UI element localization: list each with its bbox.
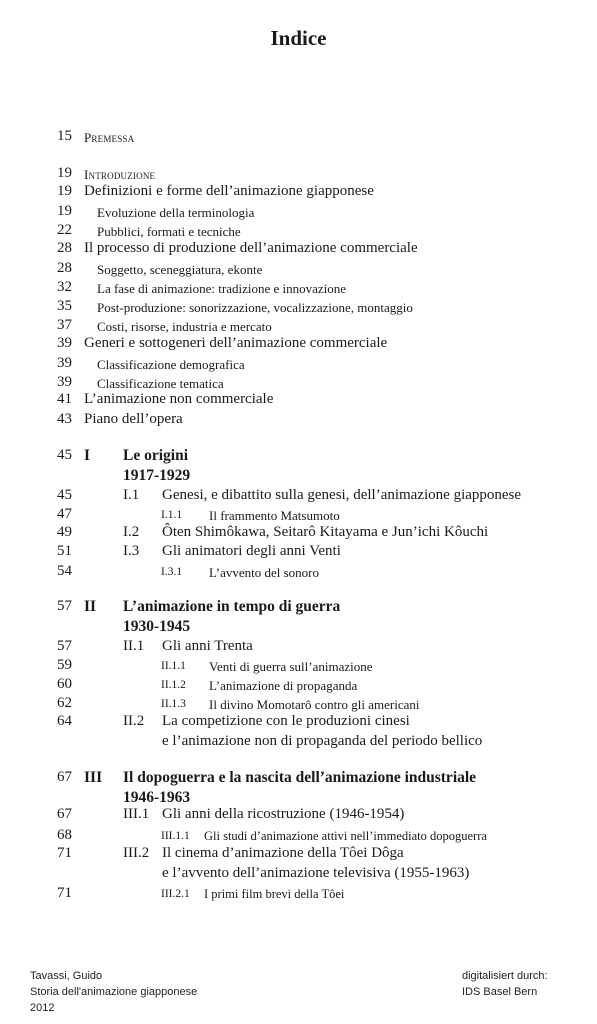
section-title: Gli studi d’animazione attivi nell’immediato dopoguerra	[204, 829, 487, 843]
section-number: I.3	[123, 543, 140, 559]
entry-title: L’animazione non commerciale	[84, 391, 274, 407]
section-number: III.1	[123, 806, 150, 822]
chapter-title: Le origini	[123, 447, 189, 464]
entry-title: Classificazione tematica	[97, 376, 224, 391]
entry-title: Generi e sottogeneri dell’animazione commerciale	[84, 335, 388, 351]
section-number: III.2	[123, 845, 150, 861]
entry-title: Pubblici, formati e tecniche	[97, 224, 241, 239]
page-number: 67	[57, 806, 72, 822]
section-title: Il divino Momotarô contro gli americani	[209, 697, 420, 712]
section-number: I.1	[123, 487, 140, 503]
page-number: 39	[57, 374, 72, 390]
section-number: II.1.1	[161, 660, 186, 672]
section-number: II.1	[123, 638, 145, 654]
chapter-years-text: 1946-1963	[123, 789, 191, 806]
page-number: 71	[57, 845, 72, 861]
entry-title: Definizioni e forme dell’animazione giapponese	[84, 183, 374, 199]
chapter-roman-numeral: II	[84, 598, 97, 615]
entry-title: Costi, risorse, industria e mercato	[97, 319, 272, 334]
footer-digitized-by: IDS Basel Bern	[462, 986, 538, 998]
page-number: 35	[57, 298, 72, 314]
page-number: 39	[57, 335, 72, 351]
section-title: Ôten Shimôkawa, Seitarô Kitayama e Jun’ichi Kôuchi	[162, 524, 489, 540]
chapter-years-text: 1917-1929	[123, 467, 191, 484]
section-number: III.1.1	[161, 830, 190, 842]
section-number: I.2	[123, 524, 140, 540]
section-title: Gli animatori degli anni Venti	[162, 543, 341, 559]
page-number: 19	[57, 165, 72, 181]
entry-title: Piano dell’opera	[84, 411, 183, 427]
chapter-page-number: 57	[57, 598, 72, 614]
page-number: 62	[57, 695, 72, 711]
section-number: II.1.3	[161, 698, 186, 710]
chapter-page-number: 67	[57, 769, 72, 785]
page-number: 15	[57, 128, 72, 144]
chapter-page-number: 45	[57, 447, 72, 463]
section-number: III.2.1	[161, 888, 190, 900]
section-number: II.1.2	[161, 679, 186, 691]
page-number: 71	[57, 885, 72, 901]
section-number: I.1.1	[161, 509, 183, 521]
page-number: 39	[57, 355, 72, 371]
footer-left	[30, 968, 197, 1016]
page-number: 41	[57, 391, 72, 407]
page-number: 28	[57, 240, 72, 256]
page-number: 51	[57, 543, 72, 559]
section-title: Il frammento Matsumoto	[209, 508, 340, 523]
entry-title: Soggetto, sceneggiatura, ekonte	[97, 262, 263, 277]
entry-title: Post-produzione: sonorizzazione, vocalizzazione, montaggio	[97, 300, 413, 315]
page-number: 43	[57, 411, 72, 427]
page-number: 22	[57, 222, 72, 238]
section-title-continued: e l’avvento dell’animazione televisiva (1955-1963)	[162, 865, 470, 881]
footer-right	[462, 968, 548, 1000]
section-title: Gli anni della ricostruzione (1946-1954)	[162, 806, 405, 822]
entry-title: Premessa	[84, 130, 135, 145]
page-number: 60	[57, 676, 72, 692]
page-number: 54	[57, 563, 72, 579]
page-number: 68	[57, 827, 72, 843]
page-number: 47	[57, 506, 72, 522]
entry-title: Evoluzione della terminologia	[97, 205, 255, 220]
entry-title: Introduzione	[84, 167, 156, 182]
chapter-title: Il dopoguerra e la nascita dell’animazione industriale	[123, 769, 477, 786]
section-number: I.3.1	[161, 566, 183, 578]
section-title-continued: e l’animazione non di propaganda del periodo bellico	[162, 733, 483, 749]
page-number: 57	[57, 638, 72, 654]
section-title: I primi film brevi della Tôei	[204, 887, 345, 901]
section-title: Genesi, e dibattito sulla genesi, dell’animazione giapponese	[162, 487, 522, 503]
footer-author: Tavassi, Guido	[30, 970, 103, 982]
chapter-title: L’animazione in tempo di guerra	[123, 598, 341, 615]
section-number: II.2	[123, 713, 145, 729]
section-title: L’animazione di propaganda	[209, 678, 358, 693]
section-title: Venti di guerra sull’animazione	[209, 659, 373, 674]
page-number: 19	[57, 203, 72, 219]
page-number: 59	[57, 657, 72, 673]
page-number: 64	[57, 713, 72, 729]
page-number: 45	[57, 487, 72, 503]
section-title: L’avvento del sonoro	[209, 565, 319, 580]
chapter-years-text: 1930-1945	[123, 618, 191, 635]
page-title: Indice	[270, 26, 327, 50]
page-number: 49	[57, 524, 72, 540]
entry-title: Classificazione demografica	[97, 357, 245, 372]
page-number: 37	[57, 317, 72, 333]
chapter-roman-numeral: III	[84, 769, 103, 786]
entry-title: Il processo di produzione dell’animazione commerciale	[84, 240, 418, 256]
page-number: 28	[57, 260, 72, 276]
chapter-roman-numeral: I	[84, 447, 91, 464]
page-number: 32	[57, 279, 72, 295]
page-number: 19	[57, 183, 72, 199]
entry-title: La fase di animazione: tradizione e innovazione	[97, 281, 347, 296]
footer-digitized-label: digitalisiert durch:	[462, 970, 548, 982]
section-title: Gli anni Trenta	[162, 638, 253, 654]
footer-book-title: Storia dell'animazione giapponese	[30, 986, 198, 998]
footer-year: 2012	[30, 1002, 55, 1014]
section-title: La competizione con le produzioni cinesi	[162, 713, 410, 729]
section-title: Il cinema d’animazione della Tôei Dôga	[162, 845, 404, 861]
